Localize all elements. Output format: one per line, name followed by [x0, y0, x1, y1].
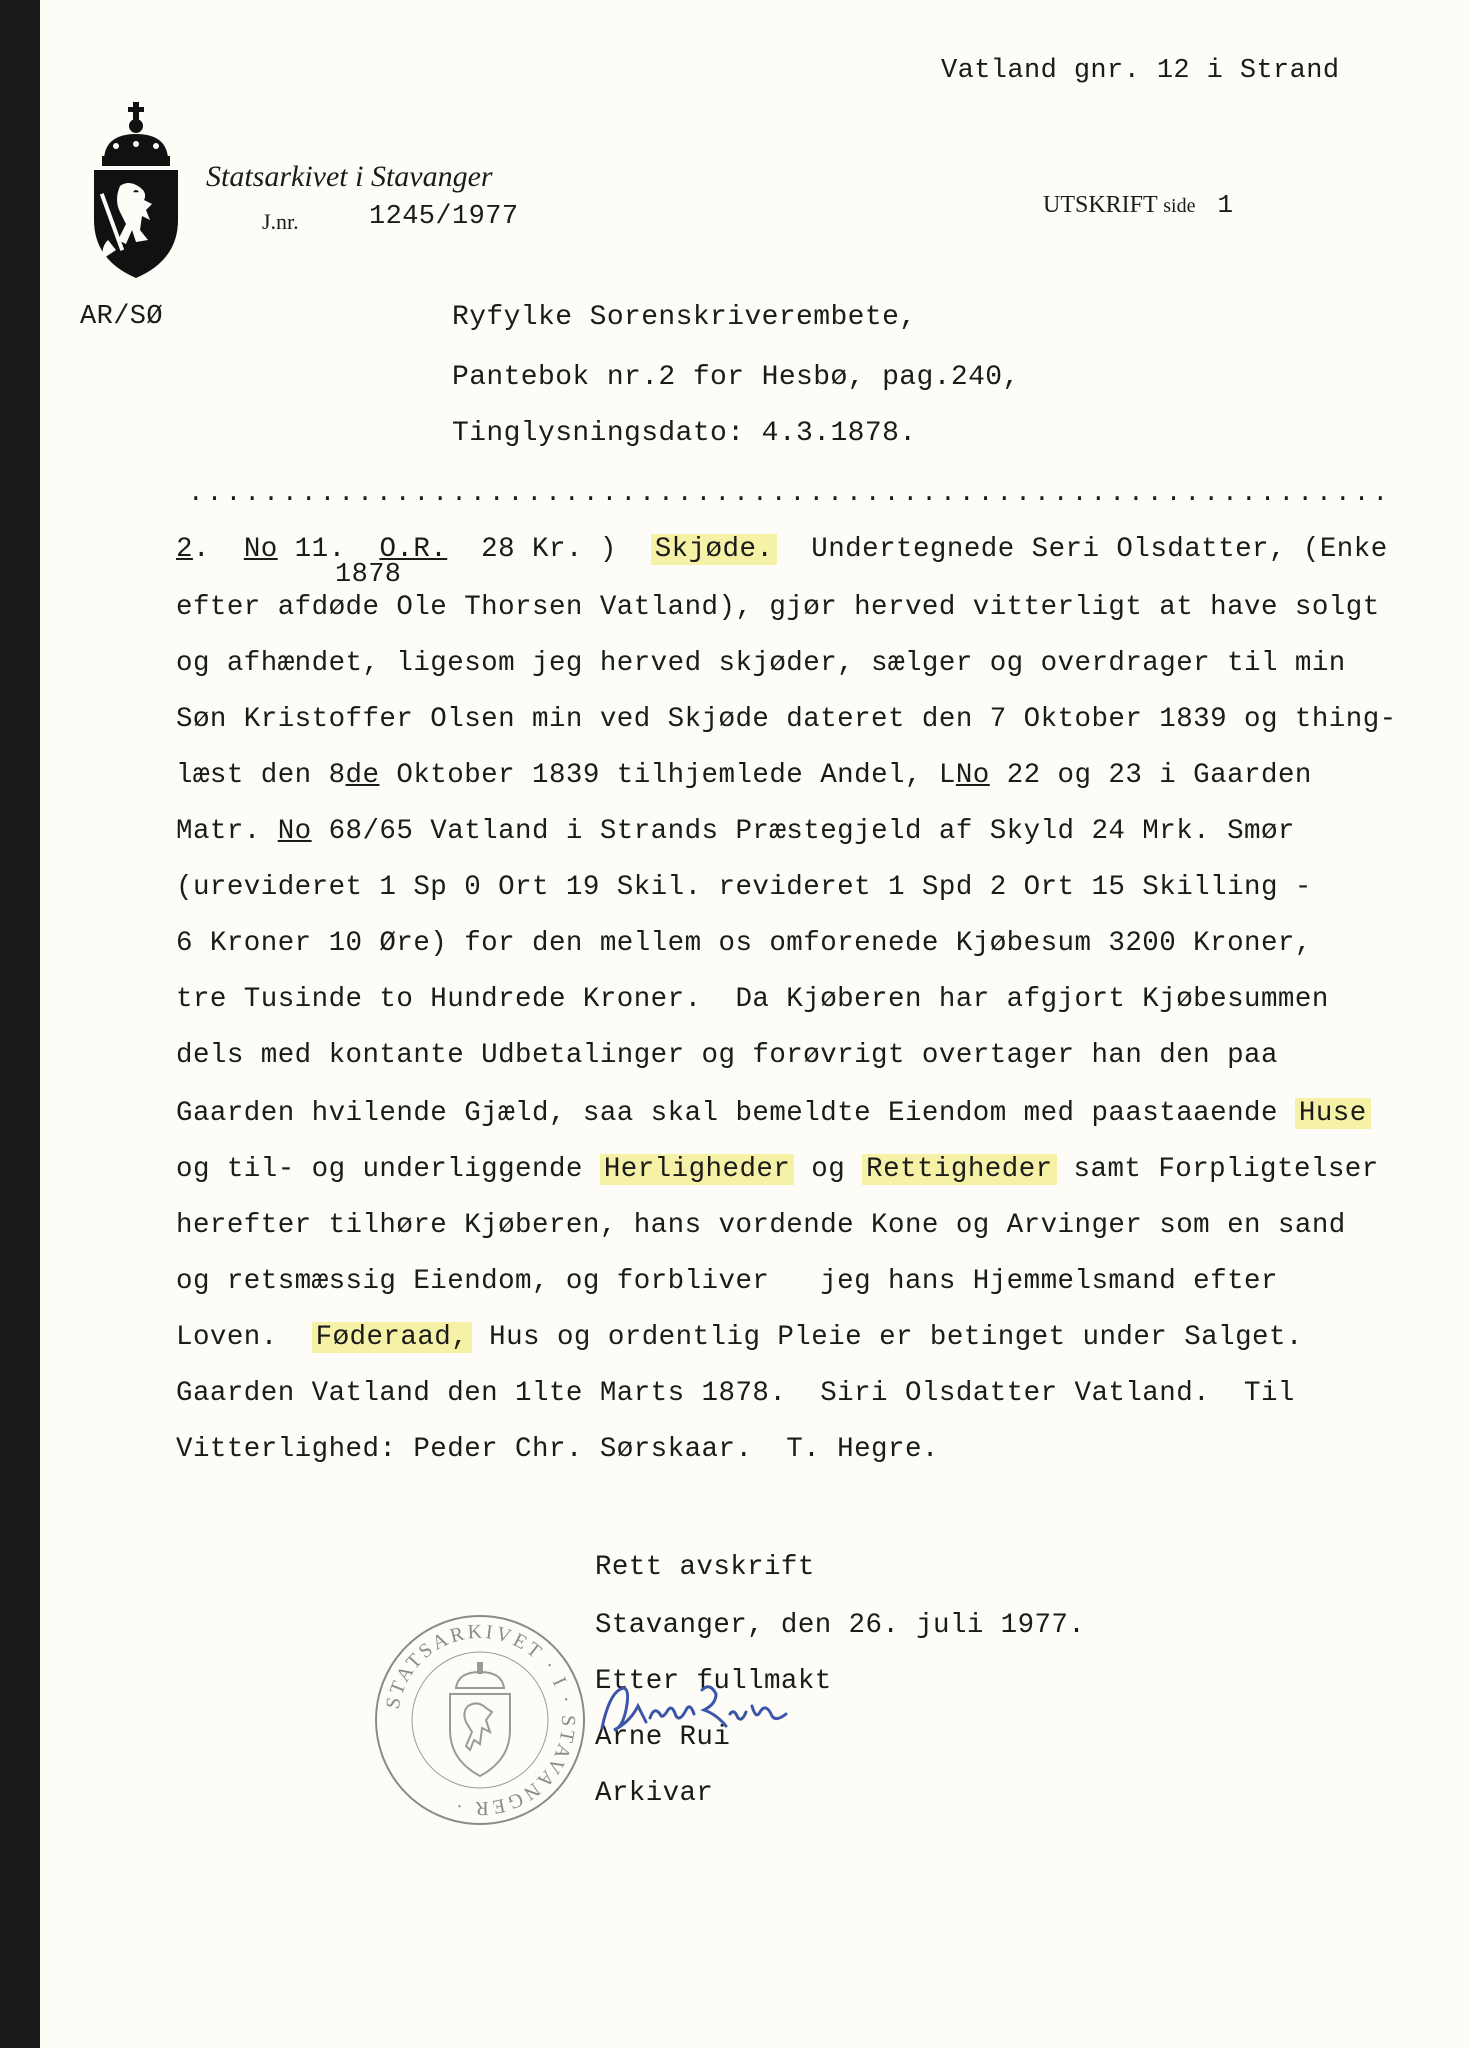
entry-line-15-c: Hus og ordentlig Pleie er betinget under Salget. [472, 1322, 1303, 1353]
entry-line-11 [176, 1098, 1371, 1129]
entry-line-15 [176, 1322, 1303, 1353]
handwritten-signature [590, 1670, 850, 1750]
svg-text:STATSARKIVET · I · STAVANGER ·: STATSARKIVET · I · STAVANGER · [381, 1620, 580, 1820]
entry-or-year: 1878 [335, 560, 402, 590]
entry-line-12-a: og til- og underliggende [176, 1154, 600, 1185]
highlight-herligheder: Herligheder [600, 1154, 794, 1185]
archive-seal-stamp [370, 1610, 590, 1830]
entry-line-4: Søn Kristoffer Olsen min ved Skjøde dateret den 7 Oktober 1839 og thing- [176, 704, 1397, 735]
entry-line-9: tre Tusinde to Hundrede Kroner. Da Kjøberen har afgjort Kjøbesummen [176, 984, 1329, 1015]
entry-or: O.R. [379, 534, 448, 565]
entry-line-10: dels med kontante Udbetalinger og forøvrigt overtager han den paa [176, 1040, 1278, 1071]
entry-line-12-c: og [794, 1154, 863, 1185]
utskrift-side-label: side [1163, 195, 1196, 217]
journal-number-value: 1245/1977 [369, 202, 519, 232]
entry-type-highlight: Skjøde. [651, 534, 778, 565]
entry-line-12-e: samt Forpligtelser [1056, 1154, 1379, 1185]
entry-amount: 28 Kr. ) [481, 534, 617, 565]
reference-line-2: Pantebok nr.2 for Hesbø, pag.240, [452, 362, 1020, 393]
document-page [40, 0, 1470, 2048]
property-reference: Vatland gnr. 12 i Strand [941, 56, 1340, 86]
closing-line-2: Stavanger, den 26. juli 1977. [595, 1610, 1086, 1641]
author-initials: AR/SØ [80, 302, 164, 332]
utskrift-page-number: 1 [1217, 190, 1234, 220]
entry-line-6-c: 68/65 Vatland i Strands Præstegjeld af Skyld 24 Mrk. Smør [311, 816, 1295, 847]
entry-line-5-d: No [955, 760, 990, 791]
entry-line-5-b: de [345, 760, 380, 791]
reference-line-3: Tinglysningsdato: 4.3.1878. [452, 418, 917, 449]
reference-line-1: Ryfylke Sorenskriverembete, [452, 302, 917, 333]
entry-line-5-a: læst den 8 [176, 760, 346, 791]
entry-line-6 [176, 816, 1295, 847]
coat-of-arms-icon [86, 100, 186, 280]
highlight-foderaad: Føderaad, [312, 1322, 473, 1353]
signatory-name: Arne Rui [595, 1722, 731, 1753]
closing-line-1: Rett avskrift [595, 1552, 815, 1583]
entry-line-6-a: Matr. [176, 816, 278, 847]
utskrift-label: UTSKRIFT [1043, 192, 1158, 218]
entry-line-1: 2. No 11. O.R. 28 Kr. ) Skjøde. Undertegnede Seri Olsdatter, (Enke [176, 534, 1388, 565]
highlight-rettigheder: Rettigheder [862, 1154, 1056, 1185]
entry-number: 2 [176, 534, 193, 565]
signatory-title: Arkivar [595, 1778, 714, 1809]
entry-no-label: No [243, 534, 278, 565]
separator-line: ................................................................ [188, 478, 1392, 508]
entry-line-5 [176, 760, 1312, 791]
highlight-huse: Huse [1295, 1098, 1371, 1129]
closing-line-3: Etter fullmakt [595, 1666, 832, 1697]
entry-line-5-c: Oktober 1839 tilhjemlede Andel, L [379, 760, 956, 791]
entry-line-13: herefter tilhøre Kjøberen, hans vordende Kone og Arvinger som en sand [176, 1210, 1346, 1241]
entry-line-15-a: Loven. [176, 1322, 312, 1353]
entry-line-6-b: No [277, 816, 312, 847]
entry-line-17: Vitterlighed: Peder Chr. Sørskaar. T. Hegre. [176, 1434, 939, 1465]
entry-line-8: 6 Kroner 10 Øre) for den mellem os omforenede Kjøbesum 3200 Kroner, [176, 928, 1312, 959]
entry-line-5-e: 22 og 23 i Gaarden [989, 760, 1312, 791]
entry-line-1-rest: Undertegnede Seri Olsdatter, (Enke [811, 534, 1388, 565]
entry-line-7: (urevideret 1 Sp 0 Ort 19 Skil. revideret 1 Spd 2 Ort 15 Skilling - [176, 872, 1312, 903]
entry-line-3: og afhændet, ligesom jeg herved skjøder, sælger og overdrager til min [176, 648, 1346, 679]
entry-no-value: 11. [294, 534, 346, 565]
entry-line-16: Gaarden Vatland den 1lte Marts 1878. Siri Olsdatter Vatland. Til [176, 1378, 1295, 1409]
journal-number-label: J.nr. [262, 209, 299, 234]
entry-line-14: og retsmæssig Eiendom, og forbliver jeg hans Hjemmelsmand efter [176, 1266, 1278, 1297]
entry-line-12 [176, 1154, 1379, 1185]
entry-line-2: efter afdøde Ole Thorsen Vatland), gjør herved vitterligt at have solgt [176, 592, 1380, 623]
entry-line-11-a: Gaarden hvilende Gjæld, saa skal bemeldte Eiendom med paastaaende [176, 1098, 1295, 1129]
institution-name: Statsarkivet i Stavanger [206, 160, 493, 193]
utskrift-header [1043, 190, 1233, 220]
